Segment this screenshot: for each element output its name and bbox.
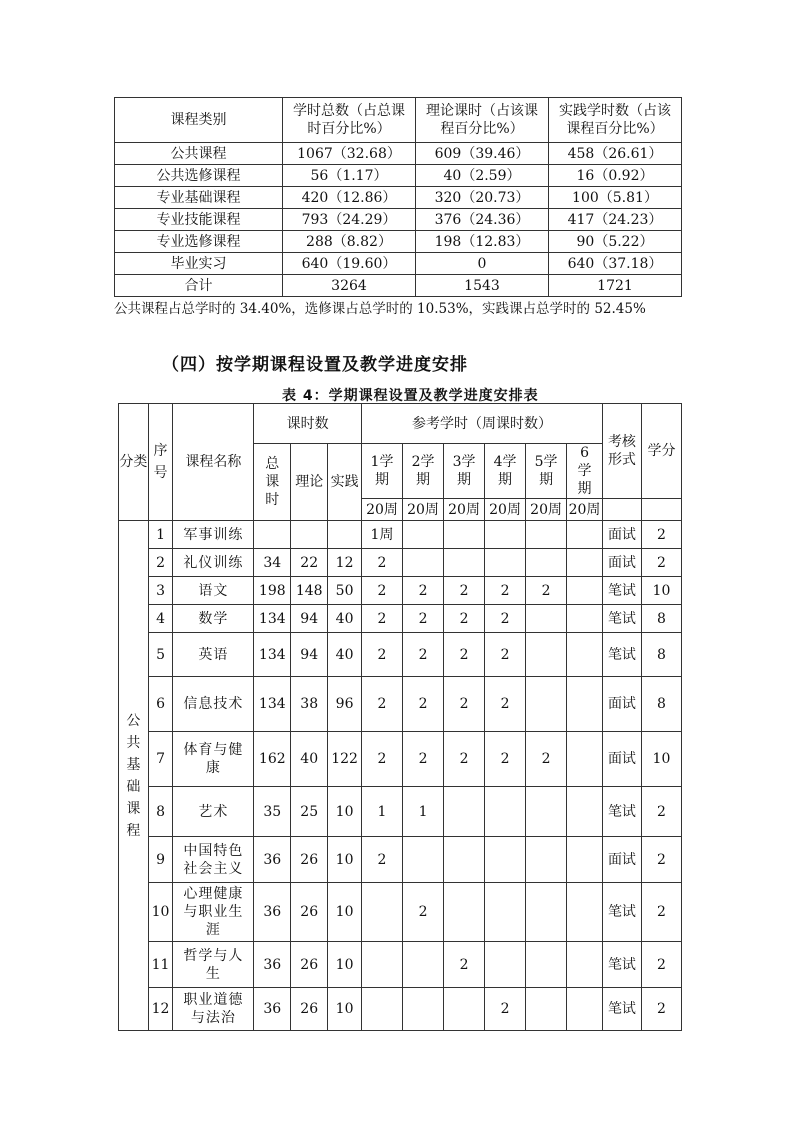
course-row <box>119 837 682 883</box>
semester-hours: 2 <box>444 633 485 677</box>
semester-hours: 2 <box>403 883 444 942</box>
semester-hours <box>567 605 603 633</box>
course-credit: 8 <box>641 605 681 633</box>
summary-cell: 376（24.36） <box>416 209 549 231</box>
semester-hours: 2 <box>403 605 444 633</box>
course-theory-hours: 38 <box>291 677 328 732</box>
course-assessment: 笔试 <box>602 633 641 677</box>
summary-cell: 专业技能课程 <box>115 209 283 231</box>
summary-cell: 640（37.18） <box>549 253 682 275</box>
semester-hours: 2 <box>444 732 485 787</box>
semester-hours: 2 <box>526 577 567 605</box>
semester-hours: 2 <box>362 732 403 787</box>
semester-hours <box>567 988 603 1031</box>
summary-cell: 1721 <box>549 275 682 297</box>
course-practice-hours: 96 <box>328 677 362 732</box>
semester-hours: 2 <box>362 633 403 677</box>
summary-header-cell: 课程类别 <box>115 98 283 143</box>
semester-hours: 2 <box>444 677 485 732</box>
summary-row <box>115 231 682 253</box>
course-index: 12 <box>148 988 173 1031</box>
course-assessment: 面试 <box>602 521 641 549</box>
category-cell: 公 共 基 础 课 程 <box>119 521 149 1031</box>
semester-hours: 1周 <box>362 521 403 549</box>
course-credit: 2 <box>641 988 681 1031</box>
semester-hours <box>362 883 403 942</box>
course-assessment: 面试 <box>602 549 641 577</box>
summary-cell: 专业选修课程 <box>115 231 283 253</box>
course-name: 军事训练 <box>173 521 254 549</box>
semester-hours <box>567 732 603 787</box>
semester-hours <box>567 577 603 605</box>
course-practice-hours: 40 <box>328 633 362 677</box>
course-credit: 2 <box>641 549 681 577</box>
semester-hours <box>567 942 603 988</box>
course-name: 中国特色社会主义 <box>173 837 254 883</box>
semester-hours: 2 <box>362 605 403 633</box>
course-practice-hours: 10 <box>328 883 362 942</box>
course-row <box>119 787 682 837</box>
course-total-hours: 162 <box>254 732 291 787</box>
semester-hours <box>444 988 485 1031</box>
course-row <box>119 633 682 677</box>
header-theory: 理论 <box>291 444 328 521</box>
summary-cell: 320（20.73） <box>416 187 549 209</box>
course-total-hours: 36 <box>254 988 291 1031</box>
header-semester: 4学期 <box>485 444 526 499</box>
semester-hours <box>362 988 403 1031</box>
course-assessment: 笔试 <box>602 988 641 1031</box>
header-empty-cell <box>602 499 641 521</box>
section-heading: （四）按学期课程设置及教学进度安排 <box>162 355 468 375</box>
semester-hours <box>485 521 526 549</box>
course-name: 礼仪训练 <box>173 549 254 577</box>
summary-cell: 793（24.29） <box>283 209 416 231</box>
course-practice-hours: 40 <box>328 605 362 633</box>
header-assessment: 考核形式 <box>602 404 641 499</box>
semester-hours <box>444 883 485 942</box>
course-theory-hours: 94 <box>291 633 328 677</box>
course-practice-hours: 50 <box>328 577 362 605</box>
semester-hours <box>485 942 526 988</box>
course-total-hours: 36 <box>254 883 291 942</box>
course-index: 1 <box>148 521 173 549</box>
table-caption: 表 4：学期课程设置及教学进度安排表 <box>282 388 539 404</box>
semester-hours: 2 <box>362 677 403 732</box>
course-total-hours: 134 <box>254 677 291 732</box>
semester-hours <box>444 837 485 883</box>
course-index: 9 <box>148 837 173 883</box>
semester-hours <box>567 787 603 837</box>
summary-row <box>115 209 682 231</box>
header-empty-cell <box>641 499 681 521</box>
header-semester: 6学期 <box>567 444 603 499</box>
course-name: 语文 <box>173 577 254 605</box>
course-row <box>119 942 682 988</box>
summary-cell: 公共选修课程 <box>115 165 283 187</box>
header-weeks: 20周 <box>526 499 567 521</box>
semester-hours <box>485 549 526 577</box>
course-total-hours: 134 <box>254 605 291 633</box>
course-theory-hours: 94 <box>291 605 328 633</box>
summary-cell: 16（0.92） <box>549 165 682 187</box>
semester-hours: 2 <box>362 577 403 605</box>
summary-cell: 0 <box>416 253 549 275</box>
header-practice: 实践 <box>328 444 362 521</box>
semester-hours <box>403 988 444 1031</box>
semester-hours <box>567 883 603 942</box>
header-reference-hours: 参考学时（周课时数） <box>362 404 603 444</box>
summary-cell: 609（39.46） <box>416 143 549 165</box>
semester-hours <box>526 521 567 549</box>
header-weeks: 20周 <box>444 499 485 521</box>
summary-header-cell: 学时总数（占总课时百分比%） <box>283 98 416 143</box>
course-assessment: 面试 <box>602 837 641 883</box>
course-total-hours: 34 <box>254 549 291 577</box>
course-practice-hours: 10 <box>328 988 362 1031</box>
semester-hours: 1 <box>403 787 444 837</box>
course-theory-hours <box>291 521 328 549</box>
course-assessment: 面试 <box>602 732 641 787</box>
course-assessment: 笔试 <box>602 883 641 942</box>
header-category: 分类 <box>119 404 149 521</box>
semester-hours <box>444 787 485 837</box>
course-theory-hours: 26 <box>291 883 328 942</box>
course-hours-summary-table <box>114 97 682 297</box>
course-row <box>119 988 682 1031</box>
course-theory-hours: 40 <box>291 732 328 787</box>
semester-hours: 2 <box>485 633 526 677</box>
course-credit: 2 <box>641 787 681 837</box>
semester-hours <box>526 677 567 732</box>
course-total-hours <box>254 521 291 549</box>
summary-cell: 1543 <box>416 275 549 297</box>
semester-hours: 2 <box>485 988 526 1031</box>
semester-hours <box>567 549 603 577</box>
course-index: 6 <box>148 677 173 732</box>
semester-hours: 2 <box>444 605 485 633</box>
course-theory-hours: 22 <box>291 549 328 577</box>
summary-cell: 1067（32.68） <box>283 143 416 165</box>
course-practice-hours: 12 <box>328 549 362 577</box>
course-credit: 2 <box>641 521 681 549</box>
header-total-hours: 总课时 <box>254 444 291 521</box>
course-name: 体育与健康 <box>173 732 254 787</box>
summary-cell: 3264 <box>283 275 416 297</box>
course-theory-hours: 26 <box>291 837 328 883</box>
semester-hours <box>403 549 444 577</box>
course-theory-hours: 26 <box>291 988 328 1031</box>
header-weeks: 20周 <box>362 499 403 521</box>
summary-cell: 合计 <box>115 275 283 297</box>
semester-hours <box>444 521 485 549</box>
semester-hours <box>526 988 567 1031</box>
header-semester: 5学期 <box>526 444 567 499</box>
course-index: 4 <box>148 605 173 633</box>
course-practice-hours: 10 <box>328 837 362 883</box>
course-assessment: 笔试 <box>602 787 641 837</box>
semester-hours: 2 <box>485 577 526 605</box>
summary-row <box>115 143 682 165</box>
summary-cell: 288（8.82） <box>283 231 416 253</box>
course-total-hours: 36 <box>254 837 291 883</box>
semester-hours <box>403 942 444 988</box>
course-practice-hours <box>328 521 362 549</box>
course-row <box>119 521 682 549</box>
summary-note: 公共课程占总学时的 34.40%，选修课占总学时的 10.53%，实践课占总学时的 52.45% <box>114 301 646 317</box>
semester-hours: 2 <box>403 677 444 732</box>
semester-hours: 2 <box>526 732 567 787</box>
summary-row <box>115 165 682 187</box>
course-assessment: 笔试 <box>602 605 641 633</box>
course-name: 信息技术 <box>173 677 254 732</box>
course-index: 11 <box>148 942 173 988</box>
course-row <box>119 677 682 732</box>
semester-hours <box>403 521 444 549</box>
header-weeks: 20周 <box>567 499 603 521</box>
semester-hours <box>526 942 567 988</box>
course-row <box>119 577 682 605</box>
summary-cell: 198（12.83） <box>416 231 549 253</box>
semester-hours <box>567 837 603 883</box>
semester-hours: 2 <box>362 837 403 883</box>
summary-cell: 640（19.60） <box>283 253 416 275</box>
course-row <box>119 883 682 942</box>
course-row <box>119 605 682 633</box>
header-credit: 学分 <box>641 404 681 499</box>
summary-cell: 公共课程 <box>115 143 283 165</box>
summary-header-row <box>115 98 682 143</box>
course-theory-hours: 26 <box>291 942 328 988</box>
course-total-hours: 36 <box>254 942 291 988</box>
semester-hours: 2 <box>403 577 444 605</box>
summary-row <box>115 253 682 275</box>
summary-cell: 417（24.23） <box>549 209 682 231</box>
course-credit: 8 <box>641 633 681 677</box>
summary-cell: 420（12.86） <box>283 187 416 209</box>
course-row <box>119 549 682 577</box>
semester-hours: 2 <box>403 732 444 787</box>
summary-header-cell: 实践学时数（占该课程百分比%） <box>549 98 682 143</box>
course-credit: 8 <box>641 677 681 732</box>
semester-hours: 2 <box>485 677 526 732</box>
course-practice-hours: 10 <box>328 787 362 837</box>
header-semester: 3学期 <box>444 444 485 499</box>
semester-hours: 2 <box>362 549 403 577</box>
summary-cell: 专业基础课程 <box>115 187 283 209</box>
semester-hours <box>403 837 444 883</box>
semester-hours <box>567 633 603 677</box>
semester-hours <box>485 883 526 942</box>
course-name: 艺术 <box>173 787 254 837</box>
semester-hours <box>526 633 567 677</box>
header-semester: 1学期 <box>362 444 403 499</box>
course-total-hours: 35 <box>254 787 291 837</box>
semester-hours <box>526 883 567 942</box>
summary-row <box>115 187 682 209</box>
semester-schedule-table <box>118 403 682 1031</box>
course-practice-hours: 122 <box>328 732 362 787</box>
semester-hours <box>444 549 485 577</box>
course-theory-hours: 25 <box>291 787 328 837</box>
summary-row <box>115 275 682 297</box>
semester-hours: 2 <box>444 942 485 988</box>
summary-cell: 40（2.59） <box>416 165 549 187</box>
semester-hours <box>567 677 603 732</box>
course-row <box>119 732 682 787</box>
summary-cell: 458（26.61） <box>549 143 682 165</box>
semester-hours <box>485 837 526 883</box>
course-credit: 2 <box>641 837 681 883</box>
semester-hours: 2 <box>403 633 444 677</box>
summary-cell: 56（1.17） <box>283 165 416 187</box>
course-total-hours: 198 <box>254 577 291 605</box>
header-course-name: 课程名称 <box>173 404 254 521</box>
course-credit: 2 <box>641 942 681 988</box>
course-index: 10 <box>148 883 173 942</box>
semester-hours: 2 <box>485 732 526 787</box>
course-total-hours: 134 <box>254 633 291 677</box>
header-weeks: 20周 <box>403 499 444 521</box>
course-name: 哲学与人生 <box>173 942 254 988</box>
semester-hours <box>526 837 567 883</box>
course-index: 7 <box>148 732 173 787</box>
course-theory-hours: 148 <box>291 577 328 605</box>
course-index: 2 <box>148 549 173 577</box>
course-index: 5 <box>148 633 173 677</box>
semester-hours <box>526 549 567 577</box>
header-weeks: 20周 <box>485 499 526 521</box>
semester-hours: 2 <box>485 605 526 633</box>
semester-hours <box>526 787 567 837</box>
course-index: 8 <box>148 787 173 837</box>
course-name: 英语 <box>173 633 254 677</box>
summary-cell: 90（5.22） <box>549 231 682 253</box>
header-hours: 课时数 <box>254 404 362 444</box>
course-index: 3 <box>148 577 173 605</box>
course-credit: 2 <box>641 883 681 942</box>
course-assessment: 笔试 <box>602 577 641 605</box>
course-credit: 10 <box>641 732 681 787</box>
summary-cell: 100（5.81） <box>549 187 682 209</box>
course-practice-hours: 10 <box>328 942 362 988</box>
course-name: 心理健康与职业生涯 <box>173 883 254 942</box>
semester-hours <box>567 521 603 549</box>
semester-hours: 1 <box>362 787 403 837</box>
semester-hours: 2 <box>444 577 485 605</box>
semester-hours <box>485 787 526 837</box>
header-index: 序号 <box>148 404 173 521</box>
course-credit: 10 <box>641 577 681 605</box>
semester-hours <box>526 605 567 633</box>
course-assessment: 笔试 <box>602 942 641 988</box>
course-name: 职业道德与法治 <box>173 988 254 1031</box>
summary-cell: 毕业实习 <box>115 253 283 275</box>
header-semester: 2学期 <box>403 444 444 499</box>
summary-header-cell: 理论课时（占该课程百分比%） <box>416 98 549 143</box>
semester-hours <box>362 942 403 988</box>
course-assessment: 面试 <box>602 677 641 732</box>
course-name: 数学 <box>173 605 254 633</box>
